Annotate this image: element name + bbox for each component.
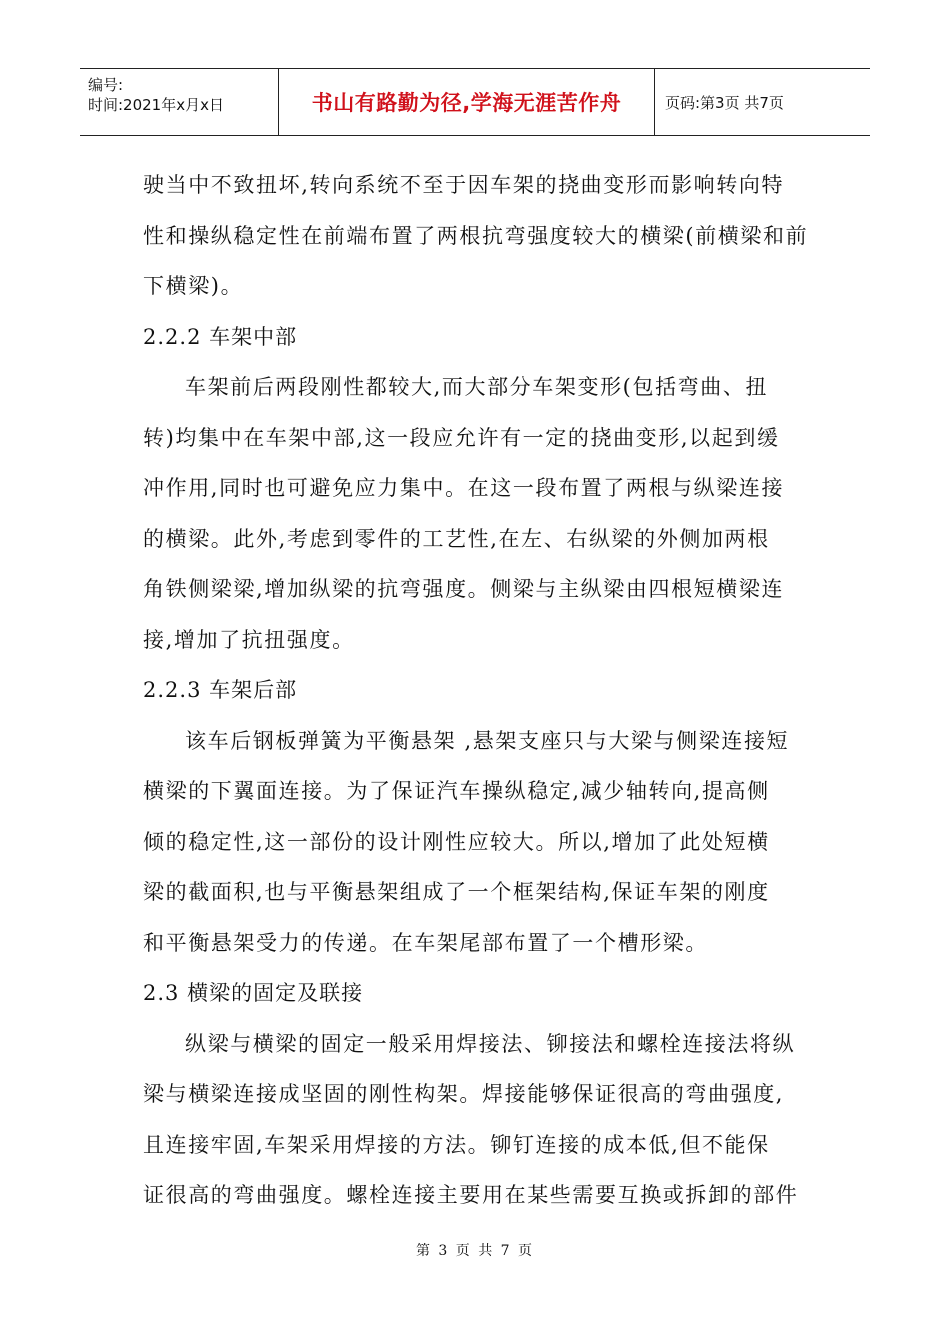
paragraph-line: 该车后钢板弹簧为平衡悬架 ,悬架支座只与大梁与侧梁连接短 xyxy=(185,728,790,753)
document-body xyxy=(143,160,813,1221)
paragraph-line: 转)均集中在车架中部,这一段应允许有一定的挠曲变形,以起到缓 xyxy=(143,425,780,450)
paragraph-line: 驶当中不致扭坏,转向系统不至于因车架的挠曲变形而影响转向特 xyxy=(143,173,785,197)
paragraph-line: 和平衡悬架受力的传递。在车架尾部布置了一个槽形梁。 xyxy=(143,930,708,955)
section-heading: 2.3 横梁的固定及联接 xyxy=(143,981,364,1005)
paragraph-line: 倾的稳定性,这一部份的设计刚性应较大。所以,增加了此处短横 xyxy=(143,829,770,854)
page-footer: 第 3 页 共 7 页 xyxy=(415,1243,535,1259)
paragraph-line: 且连接牢固,车架采用焊接的方法。铆钉连接的成本低,但不能保 xyxy=(143,1132,770,1157)
header-meta-cell xyxy=(80,69,279,135)
paragraph-line: 性和操纵稳定性在前端布置了两根抗弯强度较大的横梁(前横梁和前 xyxy=(143,223,809,248)
document-header xyxy=(80,68,870,136)
document-time-label: 时间:2021年x月x日 xyxy=(88,96,224,114)
document-number-label: 编号: xyxy=(88,76,124,94)
paragraph-line: 梁的截面积,也与平衡悬架组成了一个框架结构,保证车架的刚度 xyxy=(143,880,770,904)
paragraph-line: 纵梁与横梁的固定一般采用焊接法、铆接法和螺栓连接法将纵 xyxy=(185,1031,796,1056)
paragraph-line: 证很高的弯曲强度。螺栓连接主要用在某些需要互换或拆卸的部件 xyxy=(143,1183,799,1207)
section-heading: 2.2.3 车架后部 xyxy=(143,678,298,702)
paragraph-line: 车架前后两段刚性都较大,而大部分车架变形(包括弯曲、扭 xyxy=(185,375,769,399)
paragraph-line: 下横梁)。 xyxy=(143,274,244,298)
paragraph-line: 角铁侧梁梁,增加纵梁的抗弯强度。侧梁与主纵梁由四根短横梁连 xyxy=(143,577,785,601)
header-page-info: 页码:第3页 共7页 xyxy=(665,93,784,112)
header-motto: 书山有路勤为径,学海无涯苦作舟 xyxy=(279,69,655,135)
paragraph-line: 横梁的下翼面连接。为了保证汽车操纵稳定,减少轴转向,提高侧 xyxy=(143,779,770,803)
section-heading: 2.2.2 车架中部 xyxy=(143,324,298,349)
paragraph-line: 接,增加了抗扭强度。 xyxy=(143,627,355,652)
paragraph-line: 的横梁。此外,考虑到零件的工艺性,在左、右纵梁的外侧加两根 xyxy=(143,526,770,551)
paragraph-line: 冲作用,同时也可避免应力集中。在这一段布置了两根与纵梁连接 xyxy=(143,476,785,500)
paragraph-line: 梁与横梁连接成坚固的刚性构架。焊接能够保证很高的弯曲强度, xyxy=(143,1082,785,1106)
